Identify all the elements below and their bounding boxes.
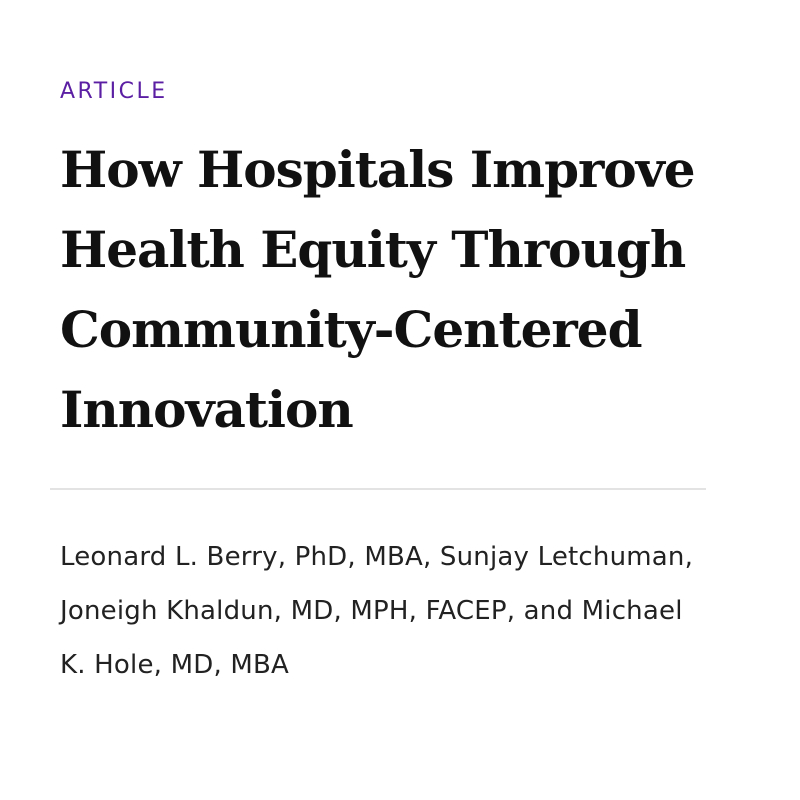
title-divider <box>50 488 706 490</box>
article-title: How Hospitals Improve Health Equity Through Community-Centered Innovation <box>60 140 695 439</box>
article-type-label: ARTICLE <box>60 79 168 104</box>
article-authors: Leonard L. Berry, PhD, MBA, Sunjay Letchuman, Joneigh Khaldun, MD, MPH, FACEP, and Michael K. Hole, MD, MBA <box>60 542 694 680</box>
